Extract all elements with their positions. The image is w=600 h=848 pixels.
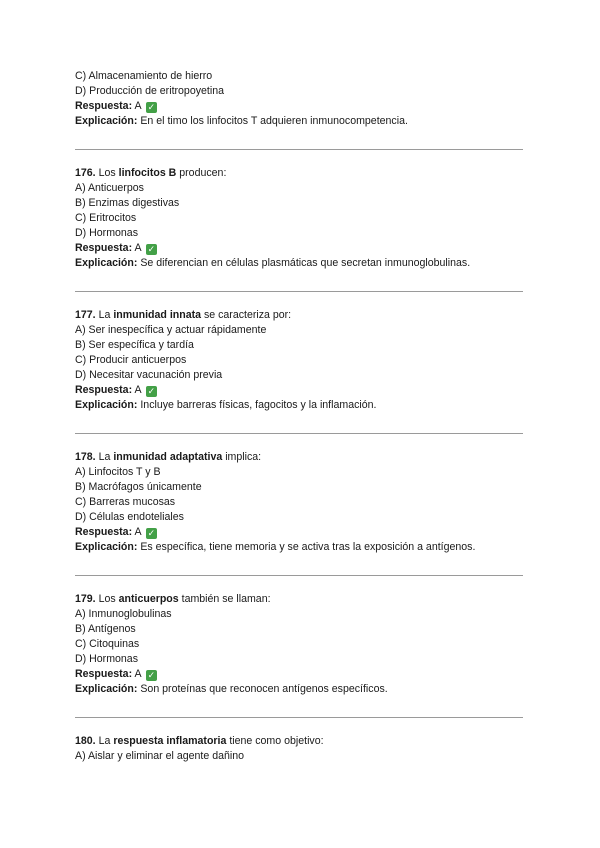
question-text-post: implica: — [225, 451, 262, 463]
option-a: A) Aislar y eliminar el agente dañino — [75, 750, 245, 762]
explanation-line — [75, 114, 525, 129]
explanation-line — [75, 256, 525, 271]
option-a: A) Inmunoglobulinas — [75, 608, 172, 620]
answer-value: A — [134, 384, 141, 396]
question-number: 178. — [75, 451, 96, 463]
option-d: D) Hormonas — [75, 653, 138, 665]
question-number: 179. — [75, 593, 96, 605]
question-text-pre: Los — [98, 593, 116, 605]
option-d: D) Producción de eritropoyetina — [75, 85, 224, 97]
option-c: C) Citoquinas — [75, 638, 140, 650]
explanation-text: Se diferencian en células plasmáticas que secretan inmunoglobulinas. — [140, 257, 471, 269]
option-b: B) Macrófagos únicamente — [75, 481, 202, 493]
question-title — [75, 308, 525, 323]
option-c: C) Eritrocitos — [75, 212, 137, 224]
question-keyword: respuesta inflamatoria — [113, 735, 227, 747]
question-keyword: inmunidad adaptativa — [113, 451, 223, 463]
explanation-line — [75, 540, 525, 555]
option-b: B) Enzimas digestivas — [75, 197, 180, 209]
explanation-text: Incluye barreras físicas, fagocitos y la inflamación. — [140, 399, 377, 411]
question-text-post: producen: — [179, 167, 227, 179]
answer-value: A — [134, 668, 141, 680]
option-b: B) Ser específica y tardía — [75, 339, 194, 351]
answer-line — [75, 383, 525, 398]
answer-line — [75, 667, 525, 682]
option-c: C) Barreras mucosas — [75, 496, 176, 508]
explanation-label: Explicación: — [75, 115, 138, 127]
answer-label: Respuesta: — [75, 384, 133, 396]
explanation-label: Explicación: — [75, 541, 138, 553]
answer-label: Respuesta: — [75, 526, 133, 538]
option-c: C) Almacenamiento de hierro — [75, 70, 213, 82]
option-a: A) Anticuerpos — [75, 182, 144, 194]
check-icon: ✓ — [147, 102, 156, 112]
answer-label: Respuesta: — [75, 242, 133, 254]
answer-value: A — [134, 242, 141, 254]
option-a: A) Linfocitos T y B — [75, 466, 161, 478]
explanation-line — [75, 398, 525, 413]
answer-value: A — [134, 526, 141, 538]
option-d: D) Necesitar vacunación previa — [75, 369, 223, 381]
question-text-pre: Los — [98, 167, 116, 179]
answer-label: Respuesta: — [75, 100, 133, 112]
question-keyword: linfocitos B — [118, 167, 177, 179]
answer-line — [75, 241, 525, 256]
explanation-label: Explicación: — [75, 399, 138, 411]
option-d: D) Células endoteliales — [75, 511, 184, 523]
question-number: 180. — [75, 735, 96, 747]
question-177 — [75, 308, 525, 413]
question-text-pre: La — [98, 735, 111, 747]
check-icon: ✓ — [147, 528, 156, 538]
question-keyword: anticuerpos — [118, 593, 179, 605]
check-icon: ✓ — [147, 670, 156, 680]
option-a: A) Ser inespecífica y actuar rápidamente — [75, 324, 267, 336]
question-179 — [75, 592, 525, 697]
question-175-tail — [75, 69, 525, 129]
question-text-pre: La — [98, 309, 111, 321]
question-text-post: se caracteriza por: — [203, 309, 292, 321]
answer-value: A — [134, 100, 141, 112]
question-178 — [75, 450, 525, 555]
explanation-text: Es específica, tiene memoria y se activa tras la exposición a antígenos. — [140, 541, 476, 553]
explanation-label: Explicación: — [75, 257, 138, 269]
check-icon: ✓ — [147, 244, 156, 254]
question-180 — [75, 734, 525, 764]
question-number: 177. — [75, 309, 96, 321]
question-title — [75, 450, 525, 465]
option-c: C) Producir anticuerpos — [75, 354, 187, 366]
question-number: 176. — [75, 167, 96, 179]
answer-line — [75, 525, 525, 540]
question-text-pre: La — [98, 451, 111, 463]
explanation-text: En el timo los linfocitos T adquieren inmunocompetencia. — [140, 115, 408, 127]
answer-line — [75, 99, 525, 114]
question-title — [75, 166, 525, 181]
question-title — [75, 592, 525, 607]
explanation-line — [75, 682, 525, 697]
check-icon: ✓ — [147, 386, 156, 396]
option-d: D) Hormonas — [75, 227, 138, 239]
answer-label: Respuesta: — [75, 668, 133, 680]
question-text-post: tiene como objetivo: — [229, 735, 324, 747]
option-b: B) Antígenos — [75, 623, 136, 635]
question-text-post: también se llaman: — [181, 593, 271, 605]
explanation-label: Explicación: — [75, 683, 138, 695]
question-keyword: inmunidad innata — [113, 309, 202, 321]
question-title — [75, 734, 525, 749]
question-176 — [75, 166, 525, 271]
document-page — [75, 69, 525, 764]
explanation-text: Son proteínas que reconocen antígenos específicos. — [140, 683, 388, 695]
